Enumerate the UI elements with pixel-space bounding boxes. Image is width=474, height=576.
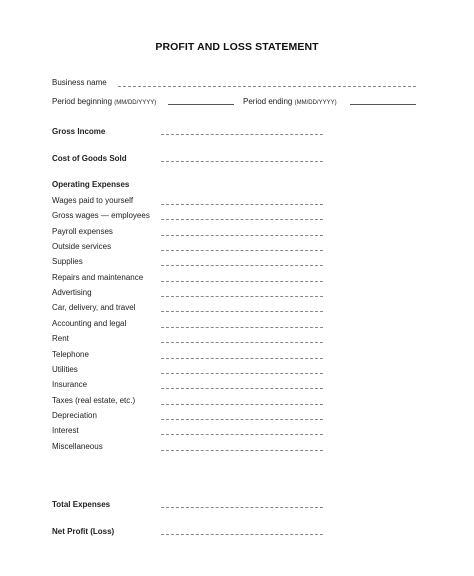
period-ending-format: (MM/DD/YYYY) xyxy=(294,100,337,106)
period-beginning-label xyxy=(52,97,156,106)
expense-item-field[interactable] xyxy=(161,450,323,451)
expense-item-label: Gross wages — employees xyxy=(52,211,150,220)
expense-item-field[interactable] xyxy=(161,281,323,282)
gross-income-label: Gross Income xyxy=(52,127,106,136)
operating-expenses-label: Operating Expenses xyxy=(52,180,130,189)
expense-item-label: Interest xyxy=(52,426,79,435)
expense-item-label: Payroll expenses xyxy=(52,227,113,236)
expense-item-label: Miscellaneous xyxy=(52,442,103,451)
gross-income-field[interactable] xyxy=(161,134,323,135)
expense-item-label: Accounting and legal xyxy=(52,319,127,328)
business-name-field[interactable] xyxy=(118,86,416,87)
expense-item-field[interactable] xyxy=(161,434,323,435)
expense-item-field[interactable] xyxy=(161,419,323,420)
expense-item-label: Outside services xyxy=(52,242,112,251)
period-beginning-text: Period beginning xyxy=(52,97,113,106)
expense-item-field[interactable] xyxy=(161,311,323,312)
expense-item-label: Repairs and maintenance xyxy=(52,273,144,282)
cogs-label: Cost of Goods Sold xyxy=(52,154,127,163)
expense-item-field[interactable] xyxy=(161,204,323,205)
net-profit-label: Net Profit (Loss) xyxy=(52,527,115,536)
expense-item-label: Supplies xyxy=(52,257,83,266)
period-ending-text: Period ending xyxy=(243,97,293,106)
business-name-label: Business name xyxy=(52,78,107,87)
period-ending-label xyxy=(243,97,337,106)
expense-item-label: Wages paid to yourself xyxy=(52,196,134,205)
expense-item-label: Insurance xyxy=(52,380,88,389)
expense-item-label: Rent xyxy=(52,334,69,343)
expense-item-field[interactable] xyxy=(161,388,323,389)
expense-item-field[interactable] xyxy=(161,265,323,266)
expense-item-label: Depreciation xyxy=(52,411,97,420)
expense-item-field[interactable] xyxy=(161,404,323,405)
page-title: PROFIT AND LOSS STATEMENT xyxy=(155,41,319,53)
expense-item-field[interactable] xyxy=(161,219,323,220)
expense-item-field[interactable] xyxy=(161,373,323,374)
period-ending-field[interactable] xyxy=(350,104,416,105)
total-expenses-label: Total Expenses xyxy=(52,500,111,509)
expense-item-field[interactable] xyxy=(161,327,323,328)
expense-item-label: Utilities xyxy=(52,365,78,374)
cogs-field[interactable] xyxy=(161,161,323,162)
expense-item-field[interactable] xyxy=(161,342,323,343)
period-beginning-field[interactable] xyxy=(168,104,234,105)
expense-item-label: Telephone xyxy=(52,350,89,359)
expense-item-field[interactable] xyxy=(161,358,323,359)
expense-item-label: Advertising xyxy=(52,288,92,297)
expense-item-field[interactable] xyxy=(161,235,323,236)
expense-item-label: Taxes (real estate, etc.) xyxy=(52,396,136,405)
net-profit-field[interactable] xyxy=(161,534,323,535)
expense-item-field[interactable] xyxy=(161,296,323,297)
expense-item-label: Car, delivery, and travel xyxy=(52,303,136,312)
period-beginning-format: (MM/DD/YYYY) xyxy=(114,100,157,106)
total-expenses-field[interactable] xyxy=(161,507,323,508)
expense-item-field[interactable] xyxy=(161,250,323,251)
